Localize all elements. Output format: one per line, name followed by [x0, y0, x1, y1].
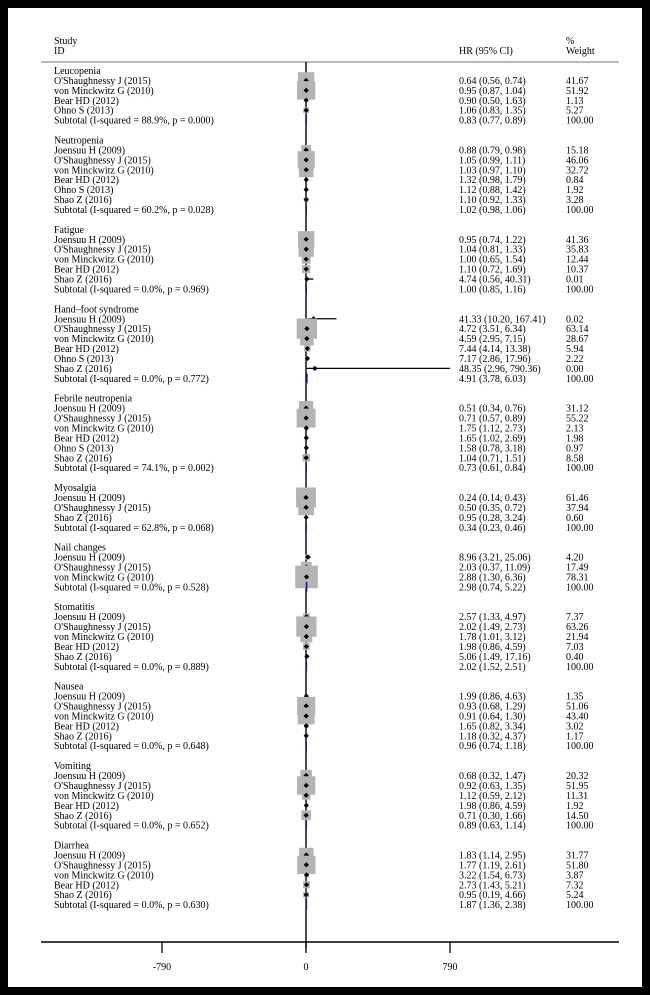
study-weight: 0.60: [566, 512, 584, 524]
study-weight: 63.14: [566, 324, 589, 336]
study-weight: 37.94: [566, 502, 589, 514]
study-hr: 1.78 (1.01, 3.12): [459, 632, 526, 644]
study-hr: 0.95 (0.74, 1.22): [459, 234, 526, 246]
study-hr: 8.96 (3.21, 25.06): [459, 552, 531, 564]
point-estimate: [304, 515, 309, 520]
study-weight: 41.36: [566, 234, 589, 246]
study-weight: 5.24: [566, 890, 584, 902]
study-label: Shao Z (2016): [54, 195, 112, 207]
group-label: Nausea: [54, 681, 84, 693]
study-label: Joensuu H (2009): [54, 552, 126, 564]
study-label: Shao Z (2016): [54, 453, 112, 465]
study-weight: 1.17: [566, 731, 584, 743]
subtotal-weight: 100.00: [566, 661, 594, 673]
subtotal-weight: 100.00: [566, 741, 594, 753]
study-weight: 0.40: [566, 651, 584, 663]
study-weight: 17.49: [566, 562, 589, 574]
study-hr: 5.06 (1.49, 17.16): [459, 651, 531, 663]
study-weight: 12.44: [566, 254, 589, 266]
study-weight: 0.01: [566, 274, 584, 286]
study-label: Ohno S (2013): [54, 353, 114, 365]
study-weight: 51.80: [566, 860, 589, 872]
header-study: Study: [54, 36, 78, 47]
group-label: Febrile neutropenia: [54, 393, 133, 405]
study-label: Ohno S (2013): [54, 185, 114, 197]
study-hr: 7.17 (2.86, 17.96): [459, 353, 531, 365]
study-hr: 0.95 (0.19, 4.66): [459, 890, 526, 902]
subtotal-label: Subtotal (I-squared = 62.8%, p = 0.068): [54, 522, 214, 534]
study-label: Shao Z (2016): [54, 810, 112, 822]
study-hr: 1.18 (0.32, 4.37): [459, 731, 526, 743]
study-weight: 14.50: [566, 810, 589, 822]
study-hr: 1.12 (0.88, 1.42): [459, 185, 526, 197]
study-weight: 0.97: [566, 443, 584, 455]
subtotal-weight: 100.00: [566, 205, 594, 217]
study-label: Bear HD (2012): [54, 264, 119, 276]
study-label: O'Shaughnessy J (2015): [54, 413, 151, 425]
study-label: O'Shaughnessy J (2015): [54, 155, 151, 167]
study-label: Joensuu H (2009): [54, 492, 126, 504]
study-hr: 2.57 (1.33, 4.97): [459, 612, 526, 624]
subtotal-weight: 100.00: [566, 373, 594, 385]
study-weight: 15.18: [566, 145, 589, 157]
study-weight: 1.13: [566, 95, 584, 107]
study-hr: 1.00 (0.65, 1.54): [459, 254, 526, 266]
study-label: Bear HD (2012): [54, 344, 119, 356]
study-hr: 0.24 (0.14, 0.43): [459, 492, 526, 504]
study-label: Shao Z (2016): [54, 651, 112, 663]
study-weight: 20.32: [566, 771, 589, 783]
study-label: von Minckwitz G (2010): [54, 790, 154, 802]
study-hr: 1.65 (1.02, 2.69): [459, 433, 526, 445]
subtotal-weight: 100.00: [566, 522, 594, 534]
header-weight: Weight: [566, 46, 595, 57]
study-weight: 5.94: [566, 344, 584, 356]
subtotal-hr: 1.00 (0.85, 1.16): [459, 284, 526, 296]
study-hr: 48.35 (2.96, 790.36): [459, 363, 541, 375]
study-hr: 4.59 (2.95, 7.15): [459, 334, 526, 346]
subtotal-label: Subtotal (I-squared = 88.9%, p = 0.000): [54, 115, 214, 127]
group-label: Fatigue: [54, 224, 84, 236]
study-label: von Minckwitz G (2010): [54, 85, 154, 97]
study-hr: 1.75 (1.12, 2.73): [459, 423, 526, 435]
study-label: Bear HD (2012): [54, 880, 119, 892]
study-weight: 1.92: [566, 185, 584, 197]
header-percent: %: [566, 36, 575, 47]
study-weight: 0.02: [566, 314, 584, 326]
subtotal-hr: 0.89 (0.63, 1.14): [459, 820, 526, 832]
study-label: Bear HD (2012): [54, 433, 119, 445]
study-hr: 0.90 (0.50, 1.63): [459, 95, 526, 107]
study-weight: 0.00: [566, 363, 584, 375]
study-weight: 1.35: [566, 691, 584, 703]
study-weight: 31.12: [566, 403, 589, 415]
study-label: Bear HD (2012): [54, 95, 119, 107]
study-weight: 32.72: [566, 165, 589, 177]
subtotal-hr: 0.83 (0.77, 0.89): [459, 115, 526, 127]
study-label: O'Shaughnessy J (2015): [54, 502, 151, 514]
study-weight: 21.94: [566, 632, 589, 644]
study-hr: 0.93 (0.68, 1.29): [459, 701, 526, 713]
point-estimate: [304, 733, 309, 738]
x-tick-label: 790: [442, 962, 458, 973]
subtotal-weight: 100.00: [566, 900, 594, 912]
subtotal-weight: 100.00: [566, 284, 594, 296]
subtotal-label: Subtotal (I-squared = 0.0%, p = 0.648): [54, 741, 209, 753]
study-label: Joensuu H (2009): [54, 314, 126, 326]
study-label: Ohno S (2013): [54, 443, 114, 455]
header-id: ID: [54, 46, 65, 57]
study-hr: 0.95 (0.87, 1.04): [459, 85, 526, 97]
study-hr: 1.99 (0.86, 4.63): [459, 691, 526, 703]
subtotal-hr: 0.34 (0.23, 0.46): [459, 522, 526, 534]
subtotal-label: Subtotal (I-squared = 0.0%, p = 0.889): [54, 661, 209, 673]
header-hr: HR (95% CI): [459, 46, 513, 57]
study-hr: 2.03 (0.37, 11.09): [459, 562, 531, 574]
study-weight: 3.02: [566, 721, 584, 733]
group-label: Vomiting: [54, 761, 92, 773]
study-weight: 55.22: [566, 413, 589, 425]
study-weight: 35.83: [566, 244, 589, 256]
study-hr: 3.22 (1.54, 6.73): [459, 870, 526, 882]
study-weight: 63.26: [566, 622, 589, 634]
study-hr: 7.44 (4.14, 13.38): [459, 344, 531, 356]
study-hr: 41.33 (10.20, 167.41): [459, 314, 546, 326]
study-label: von Minckwitz G (2010): [54, 711, 154, 723]
study-hr: 0.68 (0.32, 1.47): [459, 771, 526, 783]
study-weight: 43.40: [566, 711, 589, 723]
study-hr: 4.74 (0.56, 40.31): [459, 274, 531, 286]
study-hr: 2.88 (1.30, 6.36): [459, 572, 526, 584]
study-label: Bear HD (2012): [54, 175, 119, 187]
study-label: Joensuu H (2009): [54, 234, 126, 246]
study-label: Bear HD (2012): [54, 800, 119, 812]
study-hr: 2.02 (1.49, 2.73): [459, 622, 526, 634]
study-weight: 7.32: [566, 880, 584, 892]
study-hr: 1.98 (0.86, 4.59): [459, 641, 526, 653]
study-hr: 0.92 (0.63, 1.35): [459, 780, 526, 792]
point-estimate: [304, 276, 309, 281]
study-hr: 1.05 (0.99, 1.11): [459, 155, 526, 167]
study-label: von Minckwitz G (2010): [54, 870, 154, 882]
study-label: Joensuu H (2009): [54, 612, 126, 624]
study-label: O'Shaughnessy J (2015): [54, 622, 151, 634]
study-label: von Minckwitz G (2010): [54, 632, 154, 644]
study-weight: 51.92: [566, 85, 589, 97]
subtotal-hr: 0.96 (0.74, 1.18): [459, 741, 526, 753]
study-hr: 1.03 (0.97, 1.10): [459, 165, 526, 177]
point-estimate: [304, 187, 309, 192]
study-label: Shao Z (2016): [54, 512, 112, 524]
study-weight: 1.98: [566, 433, 584, 445]
study-hr: 1.83 (1.14, 2.95): [459, 850, 526, 862]
study-label: O'Shaughnessy J (2015): [54, 780, 151, 792]
study-hr: 0.51 (0.34, 0.76): [459, 403, 526, 415]
study-weight: 1.92: [566, 800, 584, 812]
subtotal-label: Subtotal (I-squared = 0.0%, p = 0.652): [54, 820, 209, 832]
study-weight: 3.87: [566, 870, 584, 882]
point-estimate: [304, 654, 309, 659]
subtotal-weight: 100.00: [566, 820, 594, 832]
study-weight: 8.58: [566, 453, 584, 465]
study-label: Shao Z (2016): [54, 890, 112, 902]
study-hr: 1.58 (0.78, 3.18): [459, 443, 526, 455]
study-weight: 5.27: [566, 105, 584, 117]
study-label: O'Shaughnessy J (2015): [54, 244, 151, 256]
subtotal-hr: 0.73 (0.61, 0.84): [459, 463, 526, 475]
subtotal-hr: 2.02 (1.52, 2.51): [459, 661, 526, 673]
study-label: Bear HD (2012): [54, 721, 119, 733]
group-label: Hand–foot syndrome: [54, 304, 139, 316]
study-weight: 10.37: [566, 264, 589, 276]
study-hr: 0.95 (0.28, 3.24): [459, 512, 526, 524]
point-estimate: [304, 177, 309, 182]
point-estimate: [312, 366, 317, 371]
study-label: Joensuu H (2009): [54, 691, 126, 703]
study-weight: 31.77: [566, 850, 589, 862]
study-hr: 1.04 (0.81, 1.33): [459, 244, 526, 256]
study-label: von Minckwitz G (2010): [54, 572, 154, 584]
study-hr: 0.88 (0.79, 0.98): [459, 145, 526, 157]
study-weight: 2.13: [566, 423, 584, 435]
study-hr: 1.32 (0.98, 1.79): [459, 175, 526, 187]
subtotal-hr: 4.91 (3.78, 6.03): [459, 373, 526, 385]
table-rows: [54, 66, 594, 911]
study-label: O'Shaughnessy J (2015): [54, 75, 151, 87]
study-hr: 1.12 (0.59, 2.12): [459, 790, 526, 802]
group-label: Leucopenia: [54, 66, 101, 77]
study-weight: 7.37: [566, 612, 584, 624]
study-label: Joensuu H (2009): [54, 850, 126, 862]
x-tick-label: -790: [152, 962, 172, 973]
study-label: von Minckwitz G (2010): [54, 165, 154, 177]
study-hr: 1.04 (0.71, 1.51): [459, 453, 526, 465]
study-label: O'Shaughnessy J (2015): [54, 324, 151, 336]
subtotal-weight: 100.00: [566, 463, 594, 475]
subtotal-weight: 100.00: [566, 115, 594, 127]
study-label: Joensuu H (2009): [54, 145, 126, 157]
study-label: O'Shaughnessy J (2015): [54, 860, 151, 872]
study-weight: 7.03: [566, 641, 584, 653]
study-hr: 1.10 (0.92, 1.33): [459, 195, 526, 207]
study-hr: 0.50 (0.35, 0.72): [459, 502, 526, 514]
subtotal-label: Subtotal (I-squared = 0.0%, p = 0.528): [54, 582, 209, 594]
study-hr: 0.71 (0.57, 0.89): [459, 413, 526, 425]
study-hr: 1.98 (0.86, 4.59): [459, 800, 526, 812]
group-label: Diarrhea: [54, 840, 89, 852]
study-hr: 1.77 (1.19, 2.61): [459, 860, 526, 872]
subtotal-weight: 100.00: [566, 582, 594, 594]
study-weight: 51.95: [566, 780, 589, 792]
study-label: von Minckwitz G (2010): [54, 423, 154, 435]
study-weight: 4.20: [566, 552, 584, 564]
group-label: Neutropenia: [54, 135, 104, 147]
subtotal-label: Subtotal (I-squared = 74.1%, p = 0.002): [54, 463, 214, 475]
study-weight: 41.67: [566, 75, 589, 87]
subtotal-hr: 1.02 (0.98, 1.06): [459, 205, 526, 217]
point-estimate: [304, 803, 309, 808]
x-tick-label: 0: [303, 962, 309, 973]
group-label: Myosalgia: [54, 483, 97, 495]
study-label: Bear HD (2012): [54, 641, 119, 653]
study-label: O'Shaughnessy J (2015): [54, 701, 151, 713]
study-hr: 1.65 (0.82, 3.34): [459, 721, 526, 733]
subtotal-hr: 2.98 (0.74, 5.22): [459, 582, 526, 594]
study-weight: 78.31: [566, 572, 589, 584]
subtotal-label: Subtotal (I-squared = 0.0%, p = 0.969): [54, 284, 209, 296]
point-estimate: [304, 435, 309, 440]
study-weight: 61.46: [566, 492, 589, 504]
study-label: Shao Z (2016): [54, 363, 112, 375]
subtotal-label: Subtotal (I-squared = 0.0%, p = 0.772): [54, 373, 209, 385]
study-weight: 46.06: [566, 155, 589, 167]
study-label: Shao Z (2016): [54, 731, 112, 743]
study-hr: 0.64 (0.56, 0.74): [459, 75, 526, 87]
study-weight: 0.84: [566, 175, 584, 187]
point-estimate: [304, 445, 309, 450]
study-label: O'Shaughnessy J (2015): [54, 562, 151, 574]
study-weight: 3.28: [566, 195, 584, 207]
study-hr: 1.06 (0.83, 1.35): [459, 105, 526, 117]
study-weight: 2.22: [566, 353, 584, 365]
subtotal-label: Subtotal (I-squared = 0.0%, p = 0.630): [54, 900, 209, 912]
study-hr: 2.73 (1.43, 5.21): [459, 880, 526, 892]
study-hr: 0.91 (0.64, 1.30): [459, 711, 526, 723]
group-label: Stomatitis: [54, 602, 95, 614]
study-label: von Minckwitz G (2010): [54, 254, 154, 266]
study-weight: 11.31: [566, 790, 589, 802]
x-axis: [153, 942, 458, 973]
plot-marks: [295, 62, 450, 948]
group-label: Nail changes: [54, 542, 106, 554]
study-label: Shao Z (2016): [54, 274, 112, 286]
study-label: Ohno S (2013): [54, 105, 114, 117]
study-hr: 4.72 (3.51, 6.34): [459, 324, 526, 336]
study-label: Joensuu H (2009): [54, 403, 126, 415]
subtotal-label: Subtotal (I-squared = 60.2%, p = 0.028): [54, 205, 214, 217]
study-label: Joensuu H (2009): [54, 771, 126, 783]
study-label: von Minckwitz G (2010): [54, 334, 154, 346]
study-hr: 1.10 (0.72, 1.69): [459, 264, 526, 276]
study-weight: 28.67: [566, 334, 589, 346]
study-weight: 51.06: [566, 701, 589, 713]
subtotal-hr: 1.87 (1.36, 2.38): [459, 900, 526, 912]
study-hr: 0.71 (0.30, 1.66): [459, 810, 526, 822]
